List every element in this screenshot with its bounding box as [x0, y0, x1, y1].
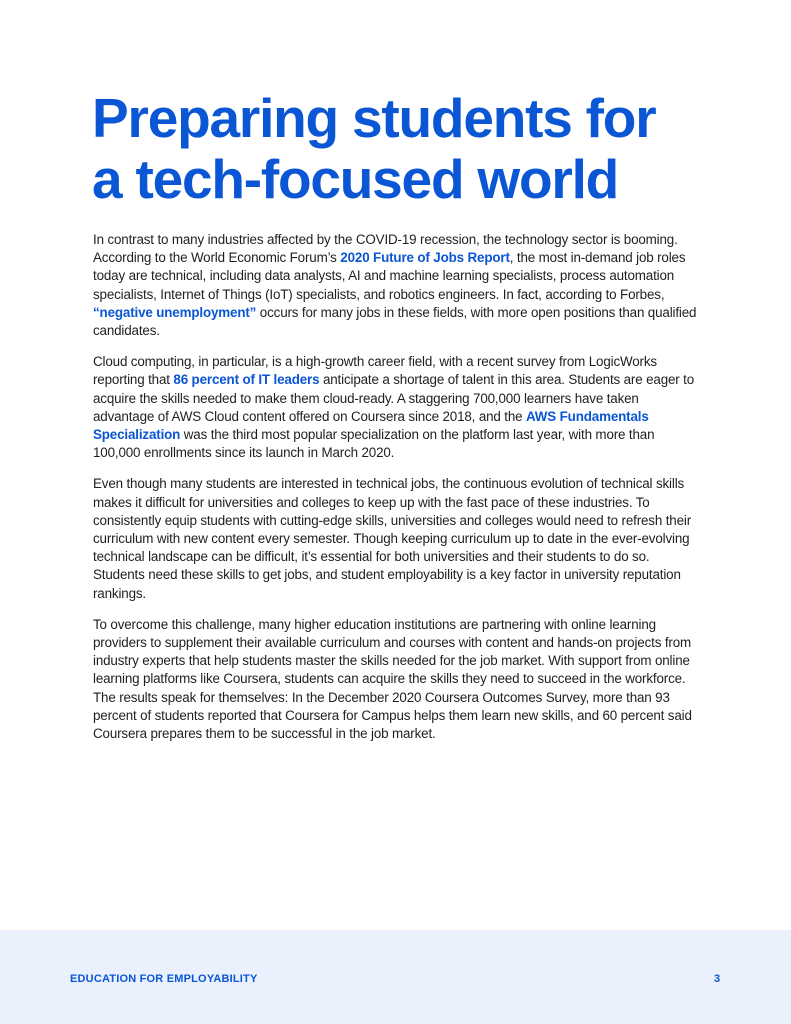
body-paragraph	[93, 475, 699, 602]
page-number: 3	[714, 973, 721, 985]
inline-link[interactable]: 2020 Future of Jobs Report	[340, 250, 510, 266]
paragraph-text: Even though many students are interested in technical jobs, the continuous evolution of technical skills makes it difficult for universities and colleges to keep up with the fast pace of these industries. To consistently equip students with cutting-edge skills, universities and colleges would need to refresh their curriculum with new content every semester. Though keeping curriculum up to date in the ever-evolving technical landscape can be difficult, it’s essential for both universities and their students to do so. Students need these skills to get jobs, and student employability is a key factor in university reputation rankings.	[93, 476, 692, 601]
paragraph-text: Cloud computing, in particular, is a high-growth career field, with a recent survey from LogicWorks reporting that	[93, 354, 657, 388]
page-footer	[0, 930, 791, 1024]
body-paragraph	[93, 353, 699, 462]
inline-link[interactable]: “negative unemployment”	[93, 304, 257, 320]
inline-link[interactable]: AWS Fundamentals Specialization	[93, 408, 649, 443]
page-title-line-2: a tech-focused world	[92, 148, 619, 210]
article-body	[93, 231, 699, 756]
paragraph-text: To overcome this challenge, many higher education institutions are partnering with online learning providers to supplement their available curriculum and courses with content and hands-on projects from industry experts that help students master the skills needed for the job market. With support from online learning platforms like Coursera, students can acquire the skills they need to succeed in the workforce. The results speak for themselves: In the December 2020 Coursera Outcomes Survey, more than 93 percent of students reported that Coursera for Campus helps them learn new skills, and 60 percent said Coursera prepares them to be successful in the job market.	[93, 616, 692, 742]
paragraph-text: In contrast to many industries affected by the COVID-19 recession, the technology sector is booming. According to the World Economic Forum’s	[93, 232, 678, 266]
page-title	[92, 88, 732, 210]
paragraph-text: was the third most popular specialization on the platform last year, with more than 100,000 enrollments since its launch in March 2020.	[93, 427, 655, 461]
page-title-line-1: Preparing students for	[92, 87, 656, 149]
paragraph-text: anticipate a shortage of talent in this area. Students are eager to acquire the skills needed to make them cloud-ready. A staggering 700,000 learners have taken advantage of AWS Cloud content offered on Coursera since 2018, and the	[93, 372, 695, 424]
paragraph-text: occurs for many jobs in these fields, with more open positions than qualified candidates.	[93, 304, 697, 339]
body-paragraph	[93, 616, 699, 743]
footer-section-label: EDUCATION FOR EMPLOYABILITY	[70, 973, 258, 985]
inline-link[interactable]: 86 percent of IT leaders	[173, 372, 320, 388]
paragraph-text: , the most in-demand job roles today are technical, including data analysts, AI and machine learning specialists, process automation specialists, Internet of Things (IoT) specialists, and robotics engineers. In fact, according to Forbes,	[93, 250, 686, 302]
body-paragraph	[93, 231, 699, 340]
